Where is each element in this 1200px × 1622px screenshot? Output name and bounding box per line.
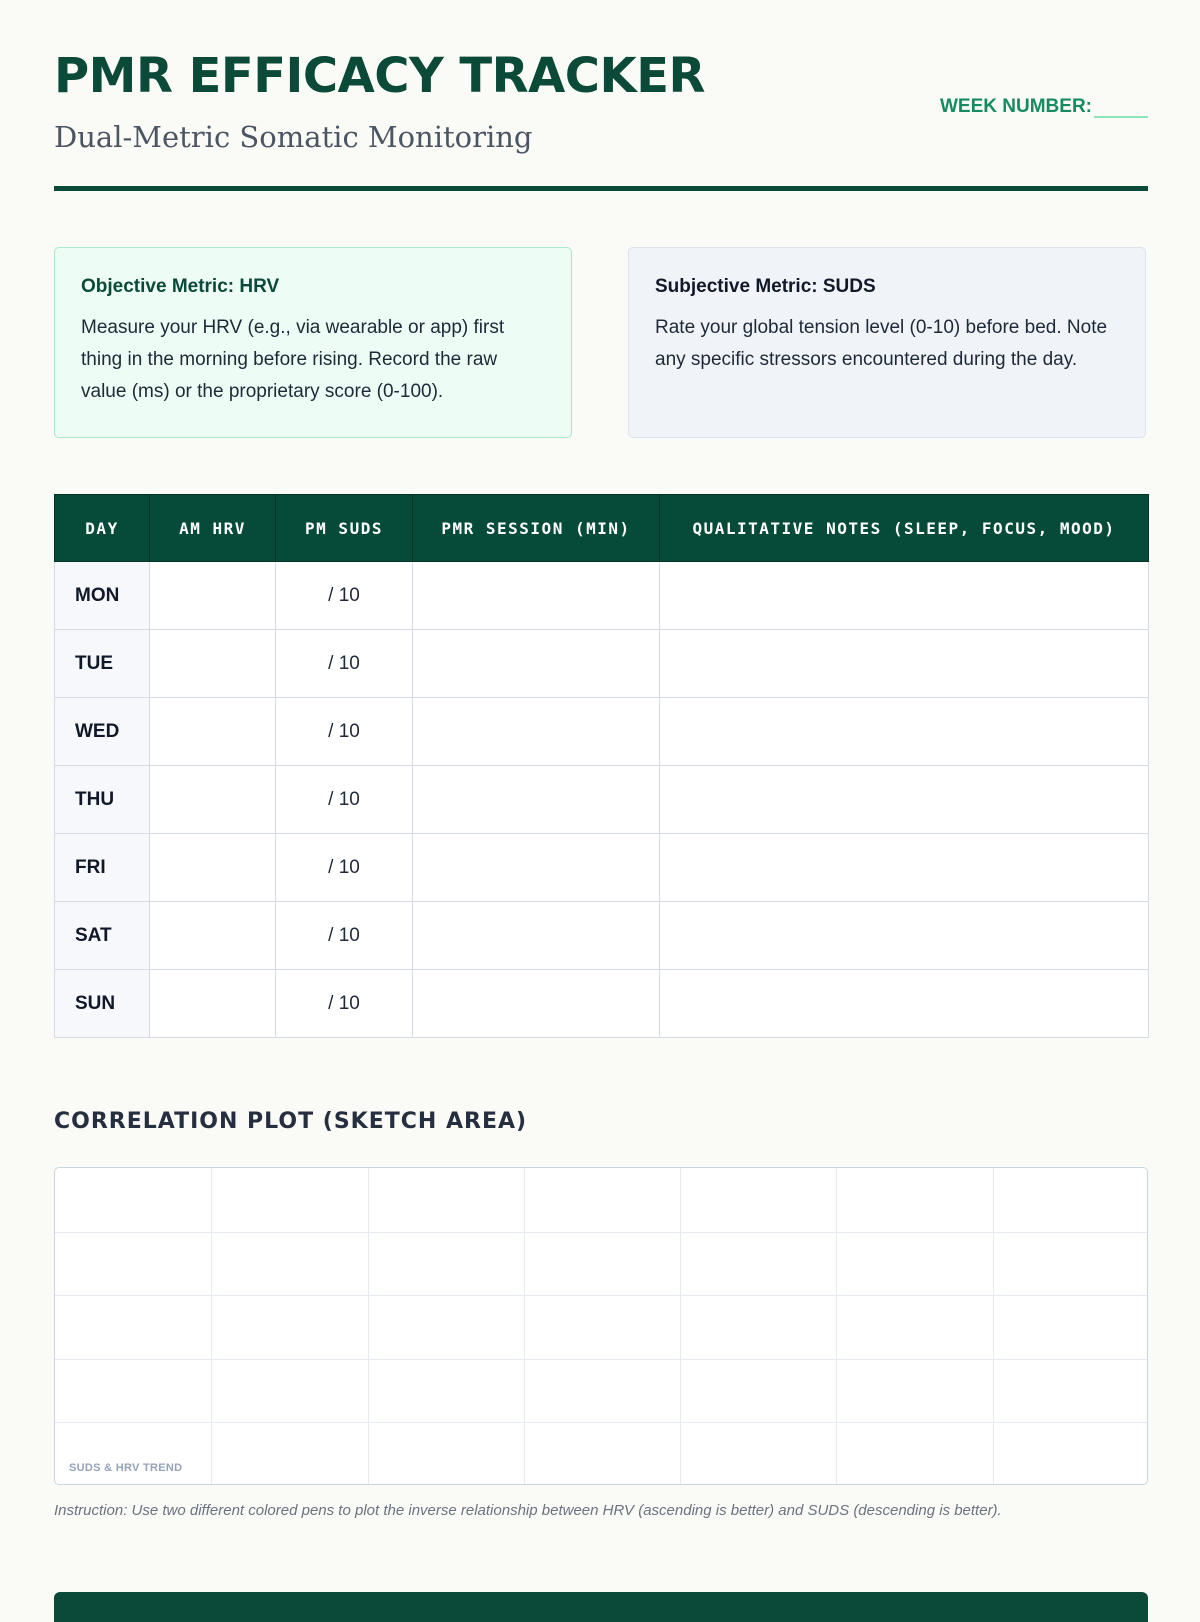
pmr-session-cell[interactable] (413, 970, 660, 1038)
notes-cell[interactable] (660, 766, 1149, 834)
table-row (55, 902, 1149, 970)
header (54, 0, 1148, 194)
table-row (55, 766, 1149, 834)
pmr-session-cell[interactable] (413, 630, 660, 698)
plot-instruction: Instruction: Use two different colored pens to plot the inverse relationship between HRV (ascending is better) and SUDS (descending is better). (54, 1502, 1002, 1519)
pm-suds-cell[interactable]: / 10 (276, 970, 413, 1038)
week-number-blank[interactable] (1094, 96, 1148, 118)
suds-card-body: Rate your global tension level (0-10) before bed. Note any specific stressors encountered during the day. (655, 317, 1108, 370)
hrv-card-title: Objective Metric: HRV (81, 276, 280, 297)
notes-cell[interactable] (660, 834, 1149, 902)
column-header-am-hrv: AM HRV (150, 495, 276, 562)
day-cell: FRI (55, 834, 150, 902)
am-hrv-cell[interactable] (150, 902, 276, 970)
plot-corner-label: SUDS & HRV TREND (69, 1462, 183, 1474)
am-hrv-cell[interactable] (150, 698, 276, 766)
column-header-day: DAY (55, 495, 150, 562)
pm-suds-cell[interactable]: / 10 (276, 834, 413, 902)
pm-suds-cell[interactable]: / 10 (276, 902, 413, 970)
table-row (55, 630, 1149, 698)
column-header-pmr-session: PMR SESSION (MIN) (413, 495, 660, 562)
page-title: PMR EFFICACY TRACKER (54, 48, 705, 104)
hrv-card-body: Measure your HRV (e.g., via wearable or app) first thing in the morning before rising. Record the raw value (ms) or the proprietary score (0-100). (81, 317, 505, 402)
pmr-session-cell[interactable] (413, 834, 660, 902)
notes-cell[interactable] (660, 698, 1149, 766)
notes-cell[interactable] (660, 562, 1149, 630)
sketch-grid (55, 1168, 1148, 1485)
pm-suds-cell[interactable]: / 10 (276, 562, 413, 630)
notes-cell[interactable] (660, 970, 1149, 1038)
pm-suds-cell[interactable]: / 10 (276, 630, 413, 698)
suds-metric-card (628, 247, 1146, 438)
notes-cell[interactable] (660, 902, 1149, 970)
day-cell: MON (55, 562, 150, 630)
pmr-session-cell[interactable] (413, 698, 660, 766)
day-cell: SAT (55, 902, 150, 970)
column-header-pm-suds: PM SUDS (276, 495, 413, 562)
table-row (55, 698, 1149, 766)
footer-bar (54, 1592, 1148, 1622)
table-row (55, 562, 1149, 630)
plot-heading: CORRELATION PLOT (SKETCH AREA) (54, 1109, 528, 1134)
hrv-metric-card (54, 247, 572, 438)
pm-suds-cell[interactable]: / 10 (276, 698, 413, 766)
pmr-session-cell[interactable] (413, 766, 660, 834)
header-divider (54, 186, 1148, 191)
pmr-session-cell[interactable] (413, 562, 660, 630)
am-hrv-cell[interactable] (150, 970, 276, 1038)
day-cell: WED (55, 698, 150, 766)
metric-cards (54, 247, 1148, 440)
table-row (55, 970, 1149, 1038)
am-hrv-cell[interactable] (150, 562, 276, 630)
notes-cell[interactable] (660, 630, 1149, 698)
pmr-session-cell[interactable] (413, 902, 660, 970)
am-hrv-cell[interactable] (150, 834, 276, 902)
day-cell: TUE (55, 630, 150, 698)
day-cell: THU (55, 766, 150, 834)
day-cell: SUN (55, 970, 150, 1038)
pm-suds-cell[interactable]: / 10 (276, 766, 413, 834)
column-header-notes: QUALITATIVE NOTES (SLEEP, FOCUS, MOOD) (660, 495, 1149, 562)
week-number-field[interactable] (940, 96, 1148, 118)
table-row (55, 834, 1149, 902)
am-hrv-cell[interactable] (150, 766, 276, 834)
correlation-sketch-area[interactable] (54, 1167, 1148, 1485)
tracker-page (54, 0, 1148, 1519)
table-header-row (55, 495, 1149, 562)
am-hrv-cell[interactable] (150, 630, 276, 698)
suds-card-title: Subjective Metric: SUDS (655, 276, 876, 297)
week-number-label: WEEK NUMBER: (940, 96, 1092, 117)
weekly-log-table (54, 494, 1149, 1038)
page-subtitle: Dual-Metric Somatic Monitoring (54, 120, 533, 154)
